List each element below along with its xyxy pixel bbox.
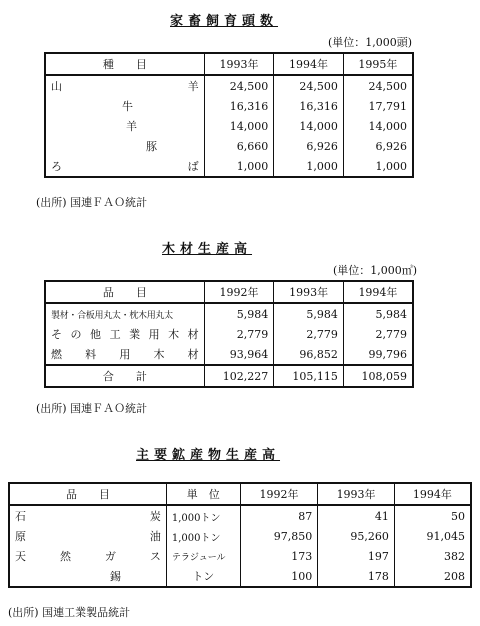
table-cell: 99,796 [343,344,413,365]
column-header: 1993年 [318,483,395,505]
table-cell: 178 [318,566,395,587]
row-label [45,75,204,96]
table-header-row [45,53,413,75]
table-cell: 382 [394,546,471,566]
row-label [9,526,166,546]
livestock-unit: (単位：1,000頭) [328,36,413,49]
row-label [9,505,166,526]
column-header: 1992年 [204,281,274,303]
table-cell: 2,779 [204,324,274,344]
table-cell: 1,000 [274,156,344,177]
row-label-left: 山 [51,80,62,93]
row-label: 豚 [45,136,204,156]
table-cell: 2,779 [274,324,344,344]
table-cell: 96,852 [274,344,344,365]
table-cell: 95,260 [318,526,395,546]
row-label-right: 油 [149,530,161,543]
timber-title: 木材生産高 [162,242,253,257]
row-label-left: 原 [15,530,26,543]
table-row [45,75,413,96]
row-label-right: ば [187,160,199,173]
table-cell: 14,000 [343,116,413,136]
table-cell: 24,500 [204,75,274,96]
minerals-source: (出所) 国連工業製品統計 [8,606,131,619]
row-label-left: 石 [15,510,26,523]
unit-cell: 1,000トン [166,526,240,546]
minerals-table [8,482,472,588]
table-cell: 105,115 [274,365,344,387]
table-cell: 1,000 [343,156,413,177]
table-cell: 17,791 [343,96,413,116]
table-cell: 14,000 [204,116,274,136]
column-header: 品 目 [45,281,204,303]
table-cell: 6,660 [204,136,274,156]
table-row [45,136,413,156]
table-cell: 41 [318,505,395,526]
table-row [9,546,471,566]
column-header: 単 位 [166,483,240,505]
table-row [45,324,413,344]
table-cell: 2,779 [343,324,413,344]
unit-cell: テラジュール [166,546,240,566]
timber-unit: (単位：1,000㎥) [333,264,418,277]
table-cell: 5,984 [274,303,344,324]
table-cell: 91,045 [394,526,471,546]
livestock-title: 家畜飼育頭数 [170,14,279,29]
row-label-right: 羊 [187,80,199,93]
table-cell: 24,500 [274,75,344,96]
table-cell: 97,850 [240,526,318,546]
column-header: 種 目 [45,53,204,75]
total-label: 合 計 [45,365,204,387]
table-cell: 50 [394,505,471,526]
minerals-title: 主要鉱産物生産高 [136,448,281,463]
table-cell: 5,984 [343,303,413,324]
table-row [9,526,471,546]
unit-cell: 1,000トン [166,505,240,526]
column-header: 1992年 [240,483,318,505]
row-label: 錫 [9,566,166,587]
table-cell: 100 [240,566,318,587]
row-label-right: 炭 [149,510,161,523]
table-row [45,344,413,365]
column-header: 1995年 [343,53,413,75]
column-header: 1993年 [274,281,344,303]
table-cell: 93,964 [204,344,274,365]
column-header: 1994年 [343,281,413,303]
livestock-table [44,52,414,178]
table-cell: 24,500 [343,75,413,96]
column-header: 品 目 [9,483,166,505]
table-cell: 16,316 [274,96,344,116]
row-label: その他工業用木材 [45,324,204,344]
column-header: 1994年 [394,483,471,505]
table-cell: 1,000 [204,156,274,177]
table-cell: 173 [240,546,318,566]
livestock-source: (出所) 国連ＦＡＯ統計 [36,196,148,209]
total-row [45,365,413,387]
table-cell: 14,000 [274,116,344,136]
table-header-row [45,281,413,303]
unit-cell: トン [166,566,240,587]
row-label: 製材・合板用丸太・枕木用丸太 [45,303,204,324]
timber-source: (出所) 国連ＦＡＯ統計 [36,402,148,415]
row-label-left: ろ [51,160,62,173]
table-cell: 108,059 [343,365,413,387]
table-cell: 102,227 [204,365,274,387]
table-header-row [9,483,471,505]
row-label: 燃料用木材 [45,344,204,365]
table-cell: 16,316 [204,96,274,116]
table-cell: 208 [394,566,471,587]
table-row [45,116,413,136]
table-row [45,96,413,116]
table-row [9,505,471,526]
timber-table [44,280,414,388]
row-label: 羊 [45,116,204,136]
table-cell: 6,926 [343,136,413,156]
row-label [45,156,204,177]
table-cell: 6,926 [274,136,344,156]
row-label: 天然ガス [9,546,166,566]
table-row [9,566,471,587]
table-row [45,303,413,324]
column-header: 1993年 [204,53,274,75]
row-label: 牛 [45,96,204,116]
table-row [45,156,413,177]
table-cell: 5,984 [204,303,274,324]
table-cell: 87 [240,505,318,526]
column-header: 1994年 [274,53,344,75]
table-cell: 197 [318,546,395,566]
